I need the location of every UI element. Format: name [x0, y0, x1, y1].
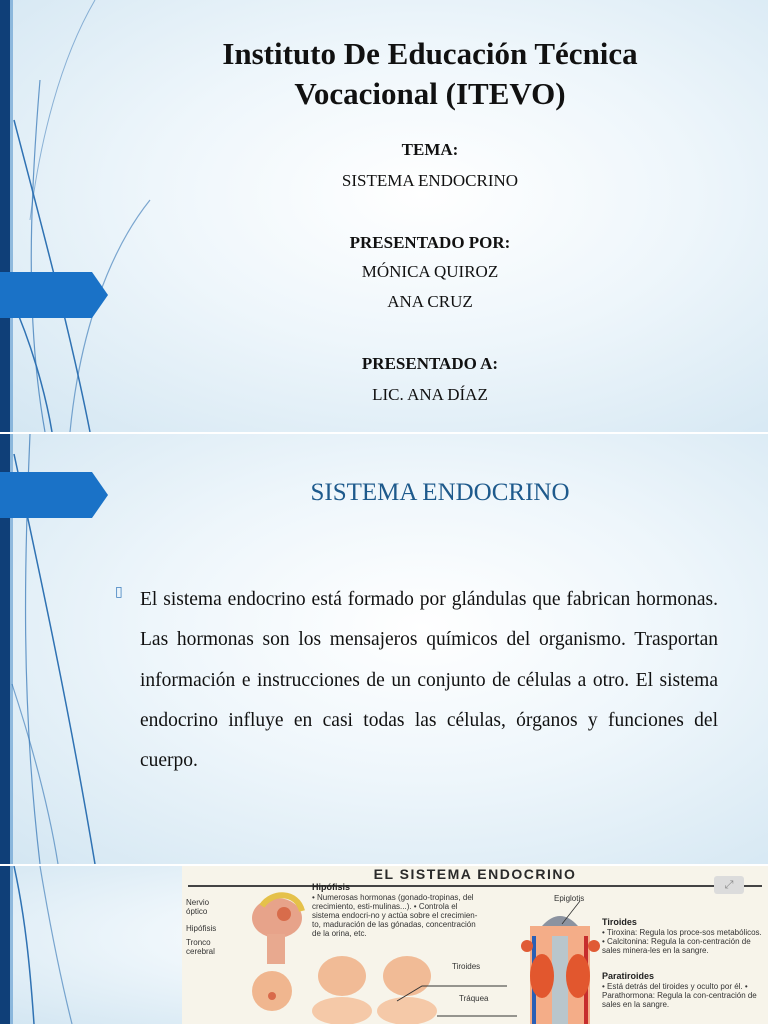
- bullet-icon: ▯: [115, 585, 123, 600]
- label-tiroides-text: • Tiroxina: Regula los proce-sos metabólicos. • Calcitonina: Regula la con-centración de sales minera-les en la sangre.: [602, 928, 762, 955]
- slide-definition: [0, 434, 768, 864]
- slide-edge-bar: [0, 866, 10, 1024]
- presentation-title: [110, 34, 750, 114]
- endocrine-diagram: [182, 866, 768, 1024]
- arrow-tab-icon: [0, 472, 108, 518]
- slide-heading: SISTEMA ENDOCRINO: [310, 479, 570, 506]
- label-tiroides-side: Tiroides: [452, 962, 481, 971]
- label-tronco-cerebral: Tronco cerebral: [186, 938, 215, 956]
- title-line-1: Instituto De Educación Técnica: [222, 36, 638, 71]
- recipient: LIC. ANA DÍAZ: [372, 385, 488, 404]
- tema-value: SISTEMA ENDOCRINO: [341, 171, 519, 190]
- label-paratiroides-text: • Está detrás del tiroides y oculto por él. • Parathormona: Regula la con-centración de sales en la sangre.: [602, 982, 757, 1009]
- expand-icon[interactable]: ⤢: [714, 876, 744, 894]
- label-tiroides-heading: Tiroides: [602, 917, 637, 927]
- label-hipofisis-heading: Hipófisis: [312, 882, 351, 892]
- tema-label: TEMA:: [401, 140, 459, 159]
- slide-title: [0, 0, 768, 432]
- presenter-1: MÓNICA QUIROZ: [361, 262, 499, 281]
- label-traquea: Tráquea: [459, 994, 489, 1003]
- title-line-2: Vocacional (ITEVO): [294, 76, 566, 111]
- decorative-lines: [0, 866, 160, 1024]
- label-nervio-optico: Nervio óptico: [186, 898, 210, 916]
- label-paratiroides-heading: Paratiroides: [602, 971, 655, 981]
- arrow-tab-icon: [0, 272, 108, 318]
- slide-diagram: [0, 866, 768, 1024]
- slide-edge-bar: [0, 0, 10, 432]
- label-hipofisis-text: • Numerosas hormonas (gonado-tropinas, del crecimiento, esti-mulinas...). • Controla el sistema endocri-no y actúa sobre el crecimien-to, maduración de las gónadas, concentración de la orina, etc.: [312, 893, 478, 938]
- presenter-2: ANA CRUZ: [387, 292, 473, 311]
- definition-paragraph: El sistema endocrino está formado por glándulas que fabrican hormonas. Las hormonas son los mensajeros químicos del organismo. Trasportan información e instrucciones de un conjunto de células a otro. El sistema endocrino influye en casi todas las células, órganos y funciones del cuerpo.: [140, 589, 718, 772]
- slide-edge-stripe: [10, 866, 13, 1024]
- presentado-a-label: PRESENTADO A:: [361, 354, 499, 373]
- label-epiglotis: Epiglotis: [554, 894, 585, 903]
- figure-title: EL SISTEMA ENDOCRINO: [373, 866, 577, 882]
- slide-edge-stripe: [10, 0, 13, 432]
- label-hipofisis-side: Hipófisis: [186, 924, 217, 933]
- presentado-por-label: PRESENTADO POR:: [349, 233, 511, 252]
